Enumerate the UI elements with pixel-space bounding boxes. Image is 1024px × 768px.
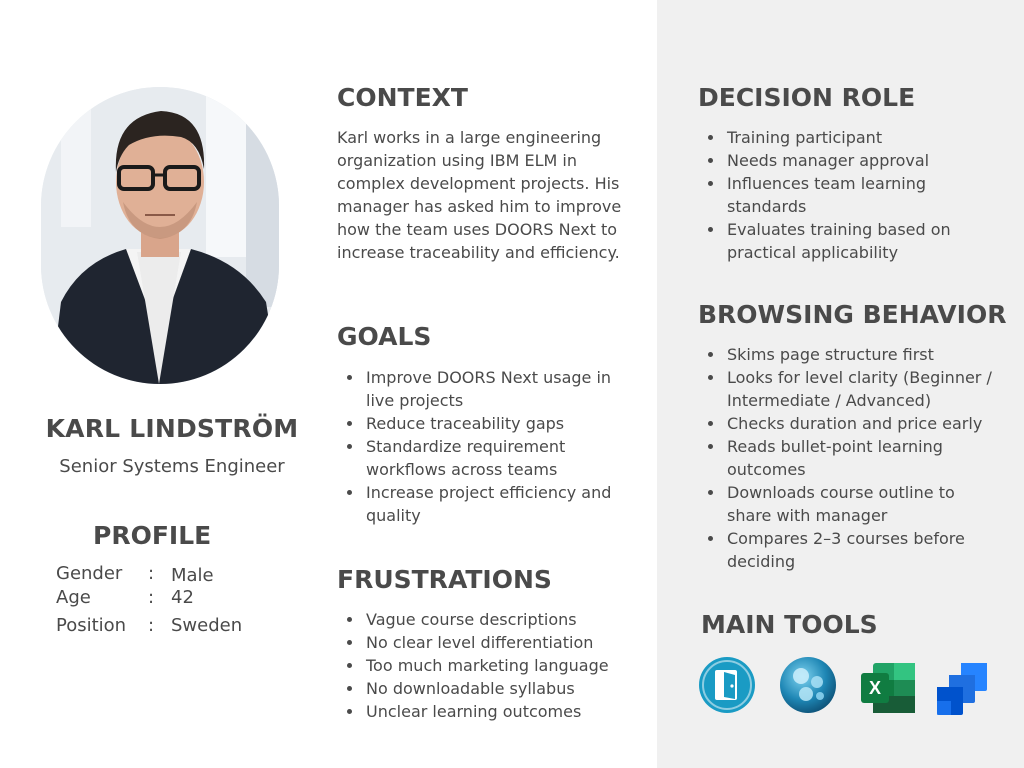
door-app-icon [698,656,756,714]
goals-heading: GOALS [337,322,432,351]
frustration-item: Unclear learning outcomes [337,700,637,723]
profile-separator: : [148,615,155,636]
browsing-behavior-item: Skims page structure first [698,343,998,366]
frustration-item: No clear level differentiation [337,631,637,654]
goal-item: Improve DOORS Next usage in live projects [337,366,637,412]
profile-value: 42 [171,587,194,608]
portrait-illustration [41,87,279,384]
decision-role-item: Needs manager approval [698,149,998,172]
jira-icon [933,661,991,719]
frustration-item: Too much marketing language [337,654,637,677]
frustration-item: No downloadable syllabus [337,677,637,700]
sphere-app-icon [779,656,837,714]
context-heading: CONTEXT [337,83,468,112]
persona-role: Senior Systems Engineer [59,456,285,477]
decision-role-item: Training participant [698,126,998,149]
browsing-behavior-item: Looks for level clarity (Beginner / Intermediate / Advanced) [698,366,998,412]
profile-value: Sweden [171,615,243,636]
browsing-behavior-item: Compares 2–3 courses before deciding [698,527,998,573]
decision-role-item: Evaluates training based on practical applicability [698,218,998,264]
goal-item: Standardize requirement workflows across teams [337,435,637,481]
browsing-behavior-heading: BROWSING BEHAVIOR [698,300,1007,329]
profile-label: Age [56,587,91,608]
context-text: Karl works in a large engineering organization using IBM ELM in complex development projects. His manager has asked him to improve how the team uses DOORS Next to increase traceability and efficiency. [337,128,622,262]
frustrations-heading: FRUSTRATIONS [337,565,552,594]
profile-value: Male [171,565,214,586]
profile-label: Gender [56,563,123,584]
profile-label: Position [56,615,127,636]
profile-separator: : [148,563,155,584]
browsing-behavior-item: Downloads course outline to share with manager [698,481,998,527]
main-tools-heading: MAIN TOOLS [701,610,878,639]
profile-separator: : [148,587,155,608]
persona-name: KARL LINDSTRÖM [45,414,299,443]
browsing-behavior-item: Reads bullet-point learning outcomes [698,435,998,481]
goal-item: Reduce traceability gaps [337,412,637,435]
goal-item: Increase project efficiency and quality [337,481,637,527]
browsing-behavior-item: Checks duration and price early [698,412,998,435]
frustrations-list [337,608,637,723]
profile-heading: PROFILE [93,521,212,550]
decision-role-list [698,126,998,264]
excel-icon [859,659,917,717]
excel-icon-letter: X [868,678,882,698]
decision-role-heading: DECISION ROLE [698,83,916,112]
goals-list [337,366,637,527]
browsing-behavior-list [698,343,998,573]
decision-role-item: Influences team learning standards [698,172,998,218]
frustration-item: Vague course descriptions [337,608,637,631]
persona-photo [41,87,279,384]
